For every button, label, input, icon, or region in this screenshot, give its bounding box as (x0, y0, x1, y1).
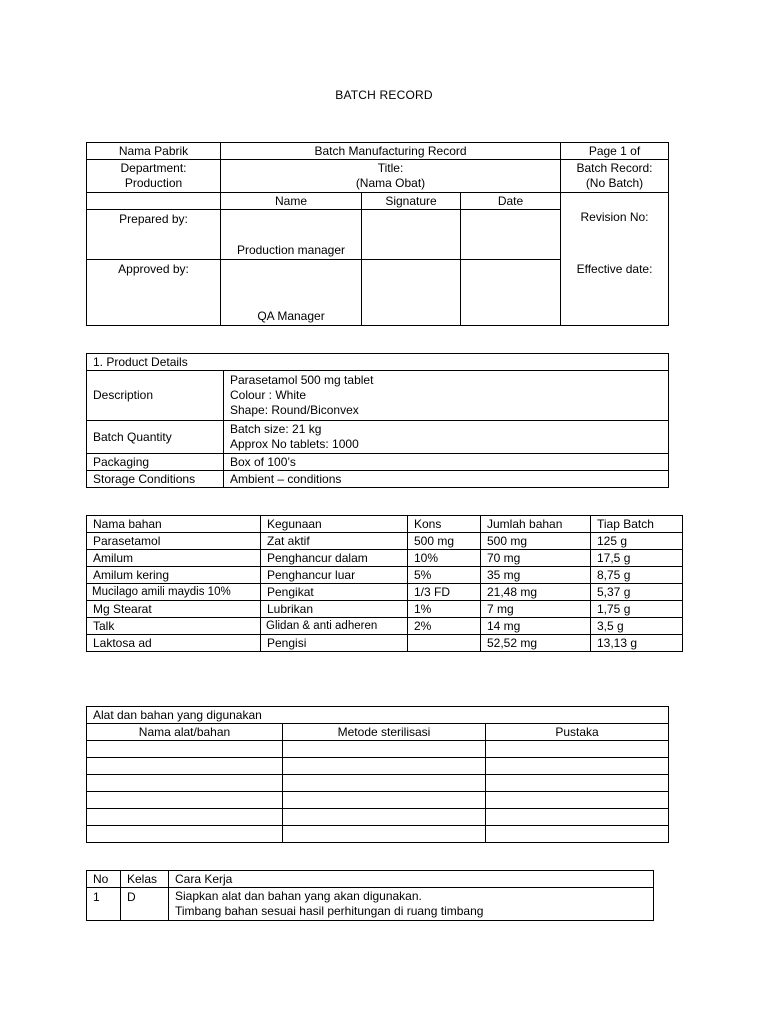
factory-name: Nama Pabrik (87, 143, 221, 160)
material-conc: 500 mg (408, 533, 481, 550)
material-name: Parasetamol (87, 533, 261, 550)
title-label: Title: (377, 161, 404, 175)
procedure-class: D (121, 888, 169, 921)
materials-header: Kegunaan (261, 516, 408, 533)
equipment-header: Metode sterilisasi (283, 724, 486, 741)
material-name: Mg Stearat (87, 601, 261, 618)
batch-record-value: (No Batch) (585, 176, 644, 190)
material-use: Glidan & anti adheren (261, 618, 408, 635)
description-line: Parasetamol 500 mg tablet (230, 373, 374, 387)
materials-header: Kons (408, 516, 481, 533)
material-use: Pengikat (261, 584, 408, 601)
procedure-steps (169, 888, 654, 921)
table-row (87, 758, 669, 775)
table-cell[interactable] (283, 809, 486, 826)
prepared-date (461, 210, 561, 260)
material-use: Penghancur dalam (261, 550, 408, 567)
batch-record-cell (561, 160, 669, 193)
empty-cell (87, 193, 221, 210)
record-name: Batch Manufacturing Record (221, 143, 561, 160)
material-use: Zat aktif (261, 533, 408, 550)
table-row (87, 792, 669, 809)
material-batch: 8,75 g (591, 567, 683, 584)
table-cell[interactable] (283, 775, 486, 792)
document-title: BATCH RECORD (335, 88, 433, 102)
revision-no: Revision No: (580, 209, 649, 224)
batch-record-label: Batch Record: (576, 161, 653, 175)
material-conc: 1% (408, 601, 481, 618)
material-amount: 35 mg (481, 567, 591, 584)
department-cell (87, 160, 221, 193)
material-batch: 5,37 g (591, 584, 683, 601)
description-line: Shape: Round/Biconvex (230, 403, 359, 417)
equipment-header: Pustaka (486, 724, 669, 741)
batch-quantity-label: Batch Quantity (87, 421, 224, 454)
table-cell[interactable] (486, 809, 669, 826)
table-cell[interactable] (283, 826, 486, 843)
approved-signature (362, 260, 461, 326)
table-cell[interactable] (87, 741, 283, 758)
material-conc: 5% (408, 567, 481, 584)
packaging-value: Box of 100’s (224, 454, 669, 471)
prepared-role: Production manager (221, 210, 362, 260)
procedure-header: No (87, 871, 121, 888)
materials-table (86, 515, 683, 652)
procedure-table (86, 870, 654, 921)
procedure-no: 1 (87, 888, 121, 921)
column-name: Name (221, 193, 362, 210)
description-value (224, 371, 669, 421)
material-batch: 13,13 g (591, 635, 683, 652)
material-amount: 500 mg (481, 533, 591, 550)
table-cell[interactable] (87, 826, 283, 843)
table-row (87, 567, 683, 584)
effective-date: Effective date: (576, 261, 653, 276)
approved-by: Approved by: (87, 260, 221, 326)
table-row (87, 888, 654, 921)
material-name: Amilum kering (87, 567, 261, 584)
procedure-step-line: Siapkan alat dan bahan yang akan digunakan. (175, 889, 422, 903)
table-cell[interactable] (283, 758, 486, 775)
table-row (87, 584, 683, 601)
prepared-by: Prepared by: (87, 210, 221, 260)
material-batch: 17,5 g (591, 550, 683, 567)
description-line: Colour : White (230, 388, 307, 402)
table-row (87, 741, 669, 758)
material-amount: 70 mg (481, 550, 591, 567)
table-row (87, 550, 683, 567)
materials-header: Tiap Batch (591, 516, 683, 533)
materials-header: Jumlah bahan (481, 516, 591, 533)
title-value: (Nama Obat) (355, 176, 426, 190)
approved-role: QA Manager (221, 260, 362, 326)
product-details-table (86, 353, 669, 488)
title-cell (221, 160, 561, 193)
material-amount: 7 mg (481, 601, 591, 618)
material-name: Laktosa ad (87, 635, 261, 652)
equipment-header: Nama alat/bahan (87, 724, 283, 741)
table-row (87, 809, 669, 826)
material-name: Amilum (87, 550, 261, 567)
column-signature: Signature (362, 193, 461, 210)
table-row (87, 601, 683, 618)
page-number: Page 1 of (561, 143, 669, 160)
storage-label: Storage Conditions (87, 471, 224, 488)
table-row (87, 635, 683, 652)
material-batch: 125 g (591, 533, 683, 550)
materials-header: Nama bahan (87, 516, 261, 533)
material-batch: 3,5 g (591, 618, 683, 635)
table-cell[interactable] (486, 758, 669, 775)
material-amount: 21,48 mg (481, 584, 591, 601)
table-row (87, 618, 683, 635)
table-cell[interactable] (486, 792, 669, 809)
column-date: Date (461, 193, 561, 210)
packaging-label: Packaging (87, 454, 224, 471)
table-cell[interactable] (486, 826, 669, 843)
material-use: Penghancur luar (261, 567, 408, 584)
description-label: Description (87, 371, 224, 421)
table-cell[interactable] (87, 792, 283, 809)
material-use: Pengisi (261, 635, 408, 652)
material-conc: 10% (408, 550, 481, 567)
equipment-table (86, 706, 669, 843)
material-conc: 2% (408, 618, 481, 635)
department-value: Production (124, 176, 183, 190)
table-cell[interactable] (486, 775, 669, 792)
procedure-header: Kelas (121, 871, 169, 888)
table-cell[interactable] (87, 809, 283, 826)
table-cell[interactable] (283, 741, 486, 758)
material-name: Mucilago amili maydis 10% (87, 584, 261, 601)
material-amount: 52,52 mg (481, 635, 591, 652)
batch-quantity-value (224, 421, 669, 454)
table-cell[interactable] (87, 775, 283, 792)
table-row (87, 826, 669, 843)
header-table (86, 142, 669, 326)
procedure-header: Cara Kerja (169, 871, 654, 888)
table-row (87, 775, 669, 792)
storage-value: Ambient – conditions (224, 471, 669, 488)
material-name: Talk (87, 618, 261, 635)
equipment-heading: Alat dan bahan yang digunakan (87, 707, 669, 724)
approved-date (461, 260, 561, 326)
table-cell[interactable] (486, 741, 669, 758)
prepared-signature (362, 210, 461, 260)
material-batch: 1,75 g (591, 601, 683, 618)
material-conc (408, 635, 481, 652)
table-cell[interactable] (87, 758, 283, 775)
department-label: Department: (120, 161, 187, 175)
table-row (87, 533, 683, 550)
batch-quantity-line: Batch size: 21 kg (230, 422, 322, 436)
batch-quantity-line: Approx No tablets: 1000 (230, 437, 359, 451)
procedure-step-line: Timbang bahan sesuai hasil perhitungan di ruang timbang (175, 904, 484, 918)
product-details-heading: 1. Product Details (87, 354, 669, 371)
revision-effective-cell (561, 193, 669, 326)
material-conc: 1/3 FD (408, 584, 481, 601)
material-amount: 14 mg (481, 618, 591, 635)
material-use: Lubrikan (261, 601, 408, 618)
table-cell[interactable] (283, 792, 486, 809)
